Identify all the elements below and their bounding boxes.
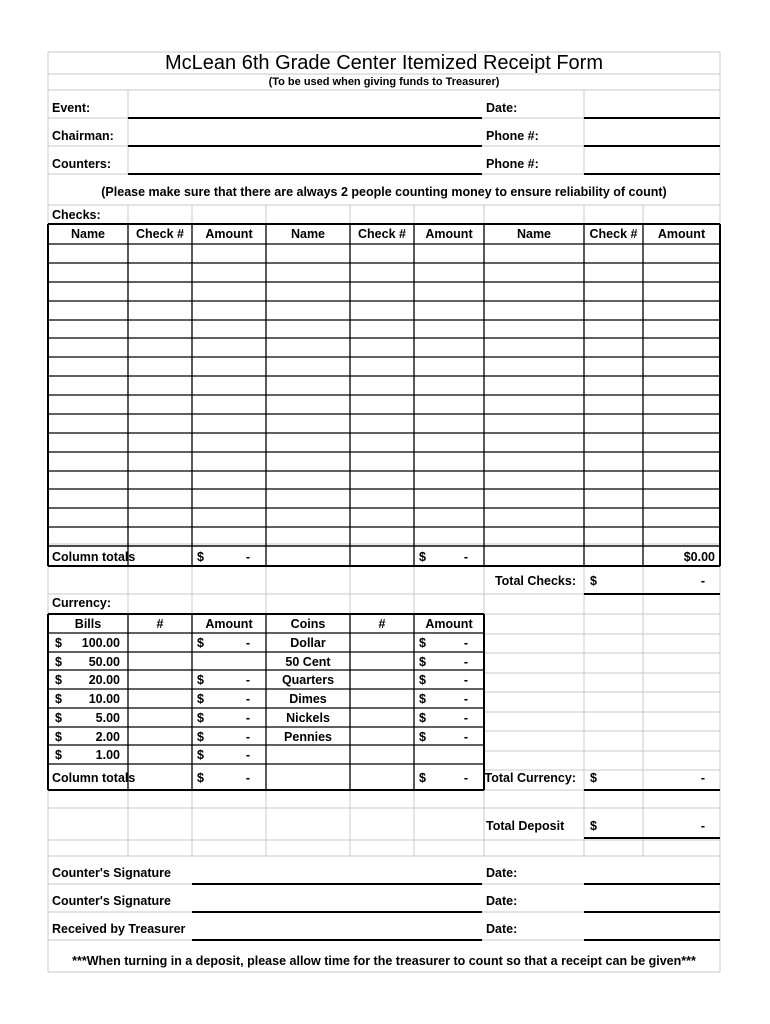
bill-amount-symbol: $ (197, 711, 204, 725)
bill-denomination: 2.00 (95, 730, 120, 744)
bill-amount: - (245, 636, 250, 650)
checks-header-amount-3: Amount (657, 227, 706, 241)
coin-amount: - (463, 655, 468, 669)
bill-symbol: $ (55, 711, 62, 725)
counters-label: Counters: (52, 157, 112, 171)
bill-amount-symbol: $ (197, 730, 204, 744)
bill-amount-symbol: $ (197, 692, 204, 706)
total-deposit-label: Total Deposit (486, 819, 565, 833)
checks-total-2-symbol: $ (419, 550, 426, 564)
bill-symbol: $ (55, 673, 62, 687)
bill-amount: - (245, 730, 250, 744)
counter-signature-label-2: Counter's Signature (52, 894, 171, 908)
total-checks-symbol: $ (590, 574, 597, 588)
signature-date-label-1: Date: (486, 866, 518, 880)
coin-name: 50 Cent (285, 655, 331, 669)
bill-symbol: $ (55, 748, 62, 762)
coin-name: Quarters (281, 673, 335, 687)
total-deposit-value: - (700, 819, 705, 833)
coin-amount-symbol: $ (419, 692, 426, 706)
coins-total-symbol: $ (419, 771, 426, 785)
bill-denomination: 50.00 (88, 655, 120, 669)
treasurer-signature-label: Received by Treasurer (52, 922, 186, 936)
checks-column-totals-label: Column totals (52, 550, 136, 564)
currency-column-totals-label: Column totals (52, 771, 136, 785)
signature-date-label-2: Date: (486, 894, 518, 908)
coins-total-value: - (463, 771, 468, 785)
phone-label-1: Phone #: (486, 129, 539, 143)
bill-amount-symbol: $ (197, 673, 204, 687)
checks-total-2-value: - (463, 550, 468, 564)
coin-amount-symbol: $ (419, 636, 426, 650)
bill-amount: - (245, 673, 250, 687)
bills-count-header: # (156, 617, 164, 631)
bill-amount-symbol: $ (197, 636, 204, 650)
form-subtitle: (To be used when giving funds to Treasurer) (268, 76, 500, 88)
coin-amount-symbol: $ (419, 673, 426, 687)
bills-total-value: - (245, 771, 250, 785)
bills-amount-header: Amount (205, 617, 253, 631)
bill-denomination: 100.00 (81, 636, 120, 650)
bill-amount-symbol: $ (197, 748, 204, 762)
checks-header-amount-1: Amount (205, 227, 253, 241)
total-checks-label: Total Checks: (494, 574, 576, 588)
checks-total-1-value: - (245, 550, 250, 564)
bill-amount: - (245, 748, 250, 762)
bill-denomination: 10.00 (88, 692, 120, 706)
total-checks-value: - (700, 574, 705, 588)
bill-denomination: 20.00 (88, 673, 120, 687)
checks-header-name-2: Name (290, 227, 326, 241)
event-label: Event: (52, 101, 91, 115)
coin-amount: - (463, 711, 468, 725)
counting-notice: (Please make sure that there are always 2 people counting money to ensure reliability of count) (101, 185, 667, 199)
bill-symbol: $ (55, 636, 62, 650)
checks-section-label: Checks: (52, 208, 101, 222)
coins-header: Coins (290, 617, 326, 631)
date-label: Date: (486, 101, 518, 115)
coin-name: Pennies (284, 730, 332, 744)
bill-symbol: $ (55, 655, 62, 669)
bills-header: Bills (74, 617, 102, 631)
coins-amount-header: Amount (425, 617, 473, 631)
chairman-label: Chairman: (52, 129, 114, 143)
total-deposit-symbol: $ (590, 819, 597, 833)
footer-note: ***When turning in a deposit, please allow time for the treasurer to count so that a receipt can be given*** (72, 954, 696, 968)
counter-signature-label-1: Counter's Signature (52, 866, 171, 880)
total-currency-value: - (700, 771, 705, 785)
bill-symbol: $ (55, 692, 62, 706)
bills-total-symbol: $ (197, 771, 204, 785)
coins-count-header: # (378, 617, 386, 631)
checks-header-check-3: Check # (589, 227, 638, 241)
checks-header-check-1: Check # (136, 227, 184, 241)
currency-section-label: Currency: (52, 596, 112, 610)
checks-total-1-symbol: $ (197, 550, 204, 564)
coin-amount: - (463, 730, 468, 744)
coin-name: Dimes (289, 692, 327, 706)
form-title: McLean 6th Grade Center Itemized Receipt Form (165, 52, 603, 74)
checks-header-amount-2: Amount (425, 227, 473, 241)
bill-amount: - (245, 711, 250, 725)
signature-date-label-3: Date: (486, 922, 518, 936)
coin-amount-symbol: $ (419, 730, 426, 744)
phone-label-2: Phone #: (486, 157, 539, 171)
bill-denomination: 5.00 (95, 711, 120, 725)
checks-header-check-2: Check # (358, 227, 406, 241)
coin-amount-symbol: $ (419, 655, 426, 669)
coin-amount: - (463, 692, 468, 706)
bill-amount: - (245, 692, 250, 706)
checks-header-name-3: Name (516, 227, 552, 241)
bill-denomination: 1.00 (95, 748, 120, 762)
coin-name: Nickels (286, 711, 330, 725)
checks-header-name-1: Name (70, 227, 106, 241)
coin-amount: - (463, 673, 468, 687)
checks-total-3-value: $0.00 (683, 550, 715, 564)
total-currency-symbol: $ (590, 771, 597, 785)
bill-symbol: $ (55, 730, 62, 744)
total-currency-label: Total Currency: (484, 771, 576, 785)
coin-amount-symbol: $ (419, 711, 426, 725)
coin-name: Dollar (290, 636, 326, 650)
coin-amount: - (463, 636, 468, 650)
